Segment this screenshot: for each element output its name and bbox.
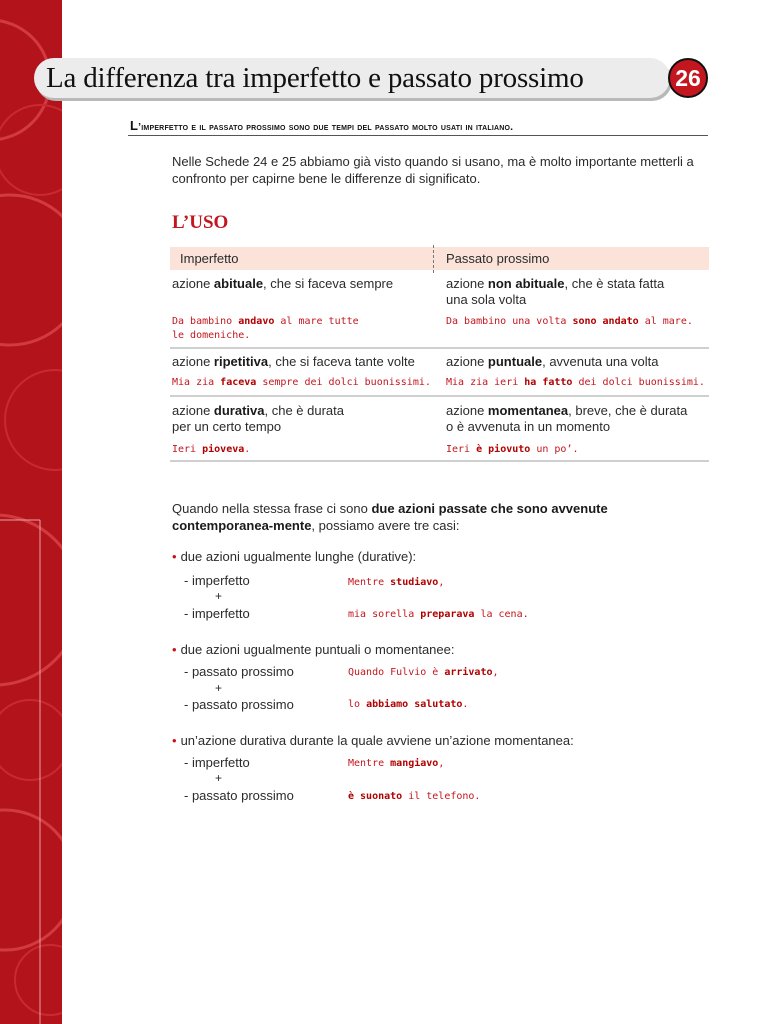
bullet-dot-icon: • — [172, 549, 177, 564]
intro-divider — [128, 135, 708, 136]
case2-example1: Quando Fulvio è arrivato, — [348, 667, 499, 678]
table-cell-row1-passato: azione non abituale, che è stata fatta una sola volta — [446, 276, 665, 307]
chapter-number-badge: 26 — [668, 58, 708, 98]
case2-label1: - passato prossimo — [184, 664, 294, 679]
table-example-row3-imperfetto: Ieri pioveva. — [172, 444, 251, 455]
case-bullet-2: • due azioni ugualmente puntuali o momentanee: — [172, 642, 455, 657]
case1-plus: + — [215, 589, 223, 603]
case-bullet-3: • un’azione durativa durante la quale avviene un’azione momentanea: — [172, 733, 574, 748]
sidebar-circles-decoration — [0, 0, 62, 1024]
column-header-passato-prossimo: Passato prossimo — [446, 251, 550, 266]
intro-heading — [130, 118, 513, 133]
intro-paragraph: Nelle Schede 24 e 25 abbiamo già visto quando si usano, ma è molto importante metterli a confronto per capirne bene le differenze di significato. — [172, 154, 694, 186]
table-bottom-line — [170, 460, 709, 462]
case1-example1: Mentre studiavo, — [348, 577, 445, 588]
table-cell-row3-passato: azione momentanea, breve, che è durata o è avvenuta in un momento — [446, 403, 688, 434]
cases-intro-paragraph: Quando nella stessa frase ci sono due azioni passate che sono avvenute contemporanea-mente, possiamo avere tre casi: — [172, 501, 608, 533]
case1-label1: - imperfetto — [184, 573, 250, 588]
case3-label2: - passato prossimo — [184, 788, 294, 803]
case2-example2: lo abbiamo salutato. — [348, 699, 469, 710]
table-example-row1-imperfetto: Da bambino andavo al mare tutte le domeniche. — [172, 316, 359, 341]
column-header-imperfetto: Imperfetto — [180, 251, 239, 266]
table-example-row2-imperfetto: Mia zia faceva sempre dei dolci buonissimi. — [172, 377, 431, 388]
table-cell-row2-imperfetto: azione ripetitiva, che si faceva tante volte — [172, 354, 415, 369]
case3-label1: - imperfetto — [184, 755, 250, 770]
table-row-divider — [170, 395, 709, 397]
intro-heading-text: ’imperfetto e il passato prossimo sono due tempi del passato molto usati in italiano. — [138, 121, 514, 133]
case-bullet-1: • due azioni ugualmente lunghe (durative): — [172, 549, 417, 564]
table-cell-row2-passato: azione puntuale, avvenuta una volta — [446, 354, 659, 369]
table-cell-row1-imperfetto: azione abituale, che si faceva sempre — [172, 276, 394, 291]
page-title: La differenza tra imperfetto e passato prossimo — [46, 62, 584, 94]
case2-label2: - passato prossimo — [184, 697, 294, 712]
section-title-uso: L’USO — [172, 212, 229, 233]
case3-example2: è suonato il telefono. — [348, 791, 481, 802]
intro-heading-initial: L — [130, 118, 139, 133]
table-example-row1-passato: Da bambino una volta sono andato al mare. — [446, 316, 693, 327]
case3-plus: + — [215, 771, 223, 785]
table-cell-row3-imperfetto: azione durativa, che è durata per un certo tempo — [172, 403, 344, 434]
table-row-divider — [170, 347, 709, 349]
case2-plus: + — [215, 681, 223, 695]
table-example-row2-passato: Mia zia ieri ha fatto dei dolci buonissimi. — [446, 377, 705, 388]
bullet-dot-icon: • — [172, 733, 177, 748]
case1-example2: mia sorella preparava la cena. — [348, 609, 529, 620]
case1-label2: - imperfetto — [184, 606, 250, 621]
table-example-row3-passato: Ieri è piovuto un po’. — [446, 444, 579, 455]
bullet-dot-icon: • — [172, 642, 177, 657]
table-header-row — [170, 247, 709, 270]
case3-example1: Mentre mangiavo, — [348, 758, 445, 769]
column-divider — [433, 245, 434, 273]
decorative-sidebar — [0, 0, 62, 1024]
